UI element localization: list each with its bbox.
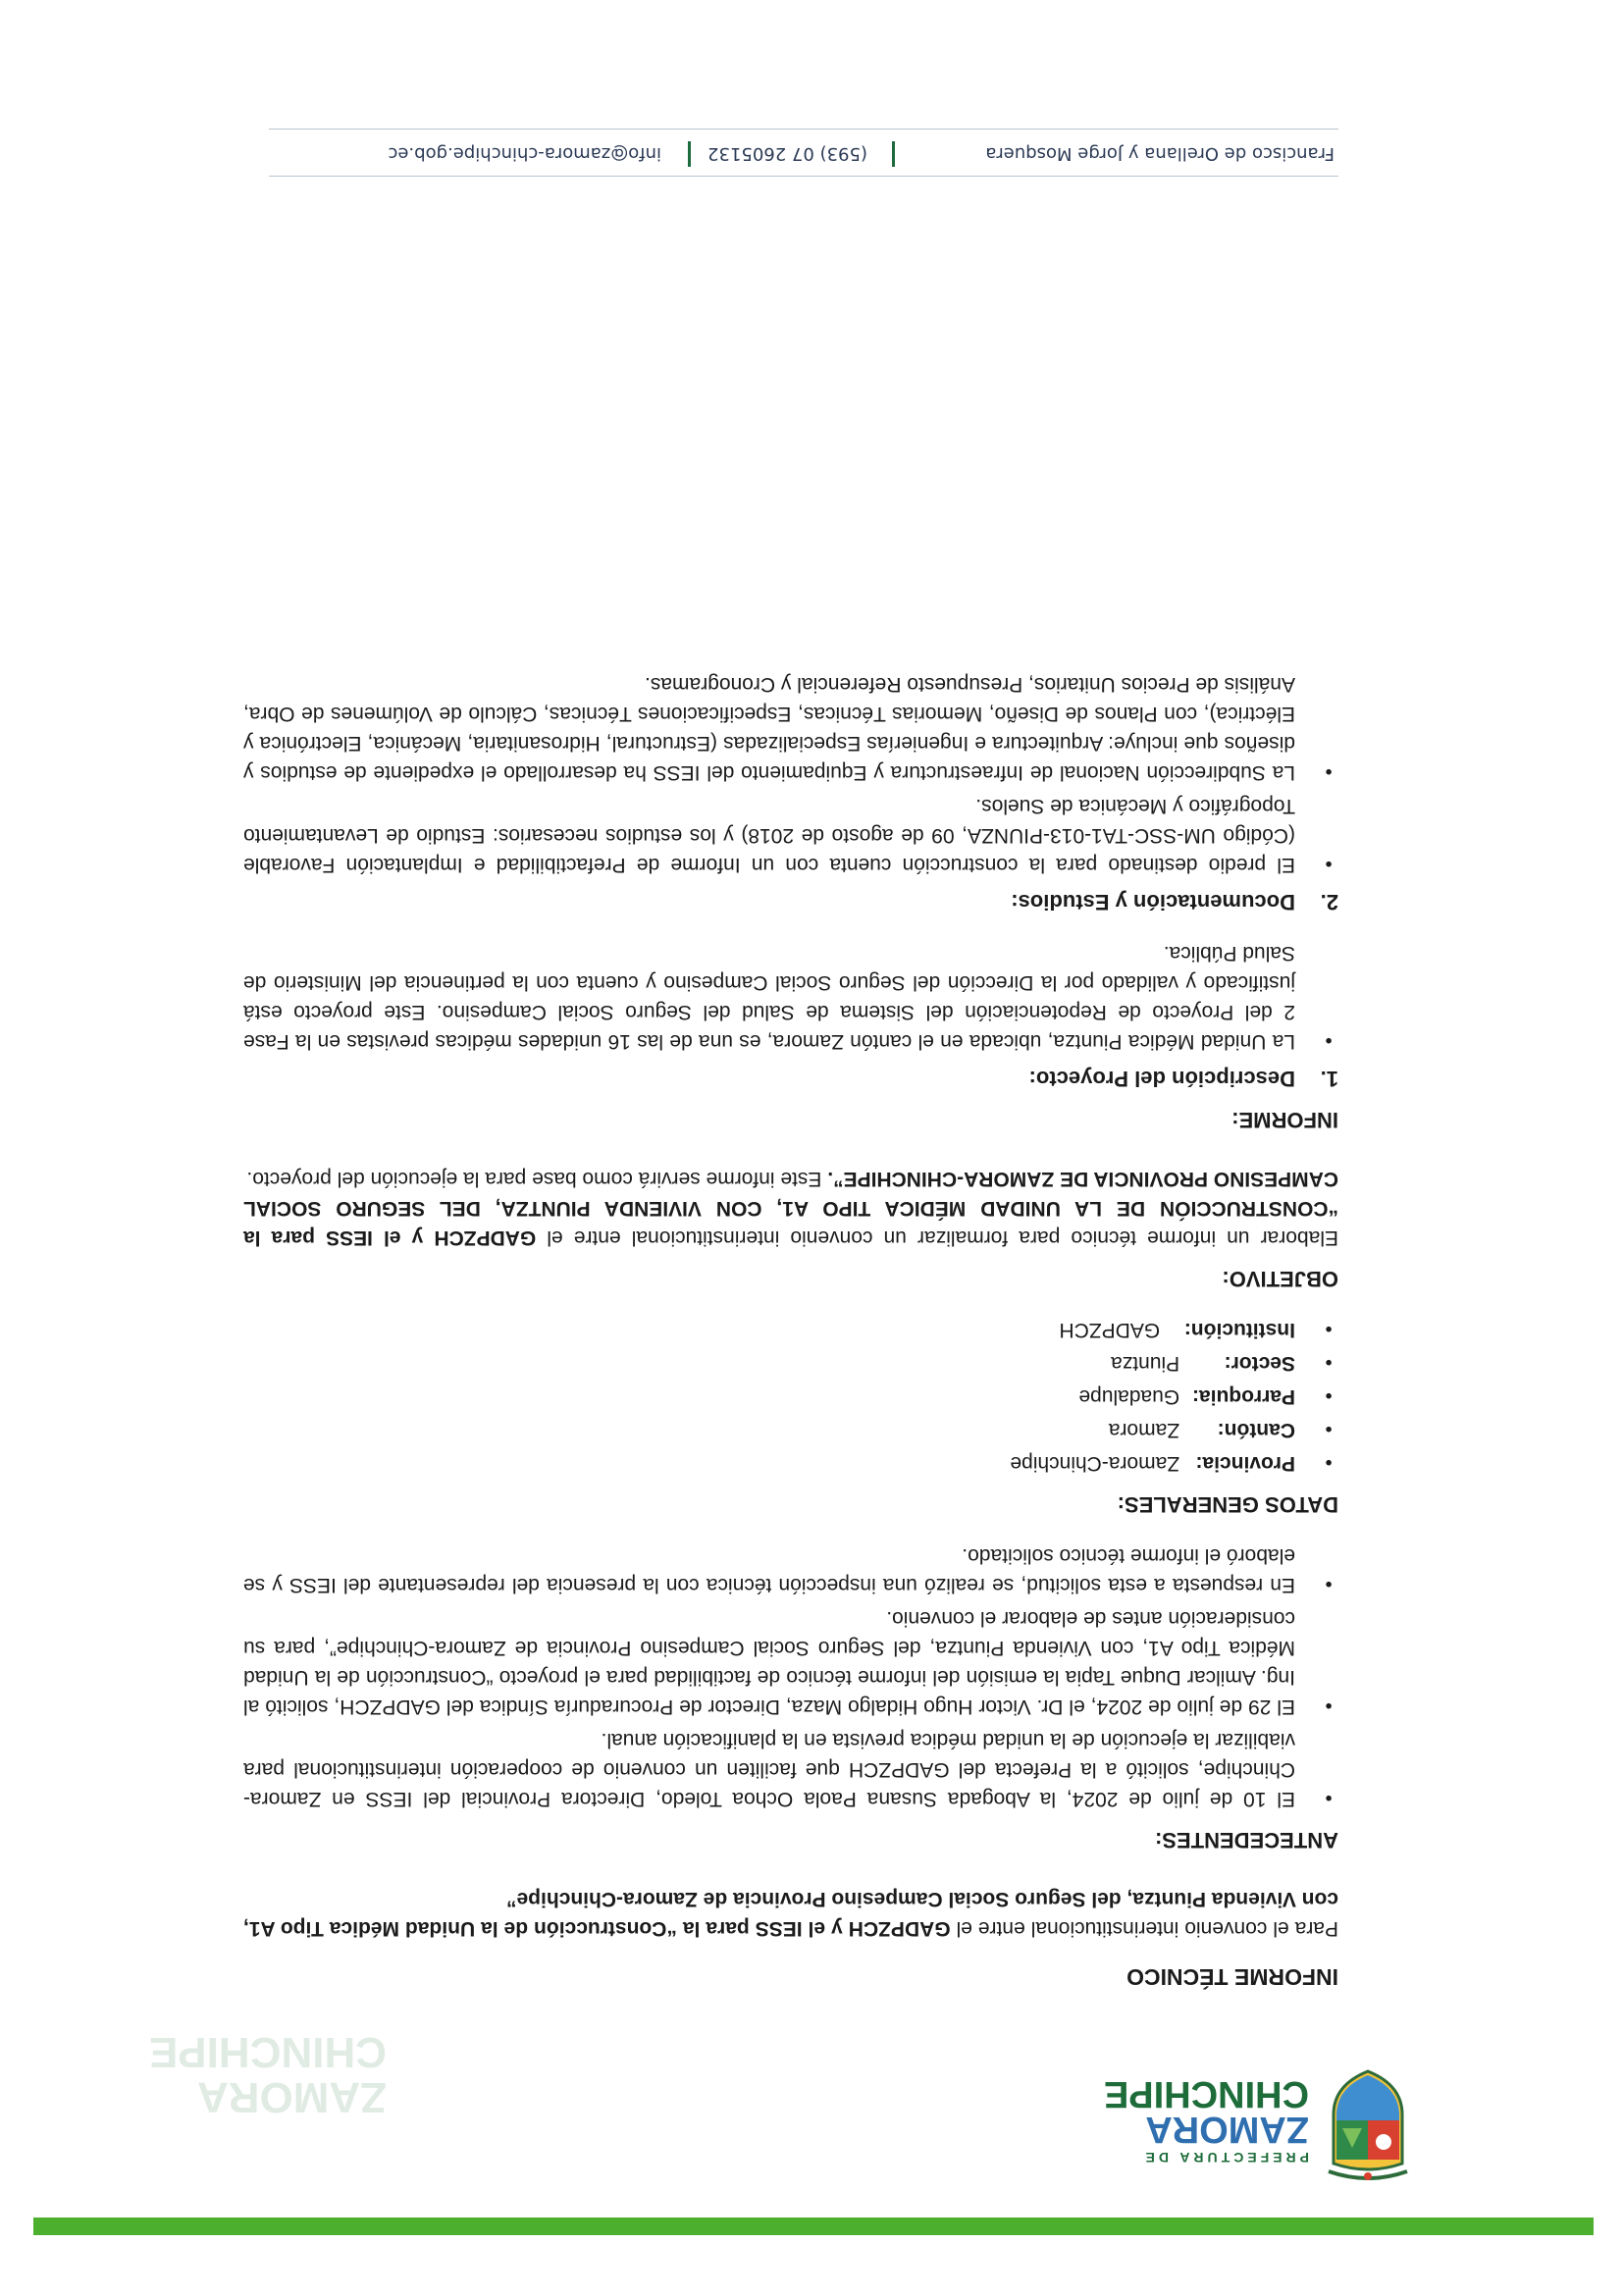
list-item <box>243 1415 1338 1444</box>
section-2-list <box>243 669 1338 879</box>
section-1-heading <box>243 1064 1338 1093</box>
prefectura-logo <box>1044 2065 1417 2183</box>
section-title: Documentación y Estudios: <box>1011 890 1295 914</box>
antecedentes-heading: ANTECEDENTES: <box>1154 1828 1338 1852</box>
list-item: ● En respuesta a esta solicitud, se realizó una inspección técnica con la presencia del representante del IESS y se elaboró el informe técnico solicitado. <box>243 1540 1338 1599</box>
footer-phone: (593) 07 2605132 <box>707 143 867 164</box>
field-value: Guadalupe <box>1078 1385 1180 1408</box>
section-number: 2. <box>1320 890 1338 914</box>
report-body <box>243 648 1338 1992</box>
footer <box>269 128 1338 177</box>
footer-rule <box>269 129 1338 130</box>
footer-address: Francisco de Orellana y Jorge Mosquera <box>985 143 1335 164</box>
list-item: ● El predio destinado para la construcción cuenta con un Informe de Prefactibilidad e Implantación Favorable (Código UM-SSC-TA1-013-PIUNZA, 09 de agosto de 2018) y los estudios necesarios: Estudio de Levantamiento Topográfico y Mecánica de Suelos. <box>243 791 1338 879</box>
list-item <box>243 1348 1338 1378</box>
list-item <box>243 1382 1338 1411</box>
field-value: Zamora <box>1108 1419 1180 1441</box>
watermark-line2: CHINCHIPE <box>148 2028 387 2076</box>
logo-line-chinchipe: CHINCHIPE <box>1103 2073 1309 2114</box>
objetivo-paragraph <box>243 1164 1338 1252</box>
field-value: Piuntza <box>1111 1352 1180 1375</box>
watermark-line1: ZAMORA <box>196 2073 387 2121</box>
field-label: Cantón: <box>1217 1419 1295 1441</box>
header-green-bar <box>33 2218 1594 2235</box>
field-value: GADPZCH <box>1059 1319 1161 1341</box>
report-title: INFORME TÉCNICO <box>1126 1964 1338 1990</box>
datos-generales-heading: DATOS GENERALES: <box>1117 1492 1338 1517</box>
intro-text: Para el convenio interinstitucional entre el <box>950 1917 1338 1940</box>
list-item: ● La Unidad Médica Piuntza, ubicada en el cantón Zamora, es una de las 16 unidades médicas previstas en la Fase 2 del Proyecto de Repotenciación del Sistema de Salud del Seguro Social Campesino. Este proyecto está justificado y validado por la Dirección del Seguro Social Campesino y cuenta con la pertinencia del Ministerio de Salud Pública. <box>243 938 1338 1056</box>
field-label: Parroquia: <box>1191 1385 1295 1408</box>
footer-rule <box>269 176 1338 177</box>
field-label: Provincia: <box>1195 1452 1295 1475</box>
logo-watermark <box>73 1972 387 2119</box>
section-number: 1. <box>1320 1067 1338 1091</box>
antecedentes-list <box>243 1540 1338 1813</box>
logo-line-prefectura: PREFECTURA DE <box>1141 2150 1309 2166</box>
field-value: Zamora-Chinchipe <box>1010 1452 1180 1475</box>
footer-email: info@zamora-chinchipe.gob.ec <box>388 143 661 164</box>
list-item <box>243 1448 1338 1478</box>
objetivo-bold-text: GADPZCH y el IESS para la “CONSTRUCCIÓN DE LA UNIDAD MÉDICA TIPO A1, CON VIVIENDA PIUNTZA, DEL SEGURO SOCIAL CAMPESINO PROVINCIA DE ZAMORA-CHINCHIPE”. <box>243 1168 1338 1249</box>
list-item <box>243 1315 1338 1344</box>
list-item: ● La Subdirección Nacional de Infraestructura y Equipamiento del IESS ha desarrollado el expediente de estudios y diseños que incluye: Arquitectura e Ingenierías Especializadas (Estructural, Hidrosanitaria, Mecánica, Electrónica y Eléctrica), con Planos de Diseño, Memorias Técnicas, Especificaciones Técnicas, Cálculo de Volúmenes de Obra, Análisis de Precios Unitarios, Presupuesto Referencial y Cronogramas. <box>243 669 1338 787</box>
intro-bold-text: GADPZCH y el IESS para la “Construcción de la Unidad Médica Tipo A1, con Vivienda Piuntza, del Seguro Social Campesino Provincia de Zamora-Chinchipe” <box>243 1888 1338 1940</box>
section-2-heading <box>243 887 1338 916</box>
intro-paragraph <box>243 1884 1338 1943</box>
section-title: Descripción del Proyecto: <box>1028 1067 1295 1091</box>
objetivo-text: Elaborar un informe técnico para formalizar un convenio interinstitucional entre el <box>536 1226 1338 1249</box>
objetivo-text-end: Este informe servirá como base para la ejecución del proyecto. <box>246 1168 828 1190</box>
section-1-list <box>243 938 1338 1056</box>
list-item: ● El 10 de julio de 2024, la Abogada Susana Paola Ochoa Toledo, Directora Provincial del IESS en Zamora-Chinchipe, solicitó a la Prefecta del GADPZCH que faciliten un convenio de cooperación interinstitucional para viabilizar la ejecución de la unidad médica prevista en la planificación anual. <box>243 1725 1338 1813</box>
field-label: Sector: <box>1224 1352 1295 1375</box>
footer-separator <box>892 141 895 167</box>
objetivo-heading: OBJETIVO: <box>1222 1267 1338 1291</box>
list-item: ● El 29 de julio de 2024, el Dr. Victor Hugo Hidalgo Maza, Director de Procuraduría Síndica del GADPZCH, solicitó al Ing. Amilcar Duque Tapia la emisión del informe técnico de factibilidad para el proyecto “Construcción de la Unidad Médica Tipo A1, con Vivienda Piuntza, del Seguro Social Campesino Provincia de Zamora-Chinchipe”, para su consideración antes de elaborar el convenio. <box>243 1603 1338 1721</box>
footer-separator <box>688 141 691 167</box>
coat-of-arms-icon <box>1319 2065 1417 2183</box>
informe-heading: INFORME: <box>1231 1108 1338 1132</box>
datos-generales-list <box>243 1315 1338 1478</box>
field-label: Institución: <box>1183 1319 1295 1341</box>
logo-line-zamora: ZAMORA <box>1145 2109 1309 2150</box>
